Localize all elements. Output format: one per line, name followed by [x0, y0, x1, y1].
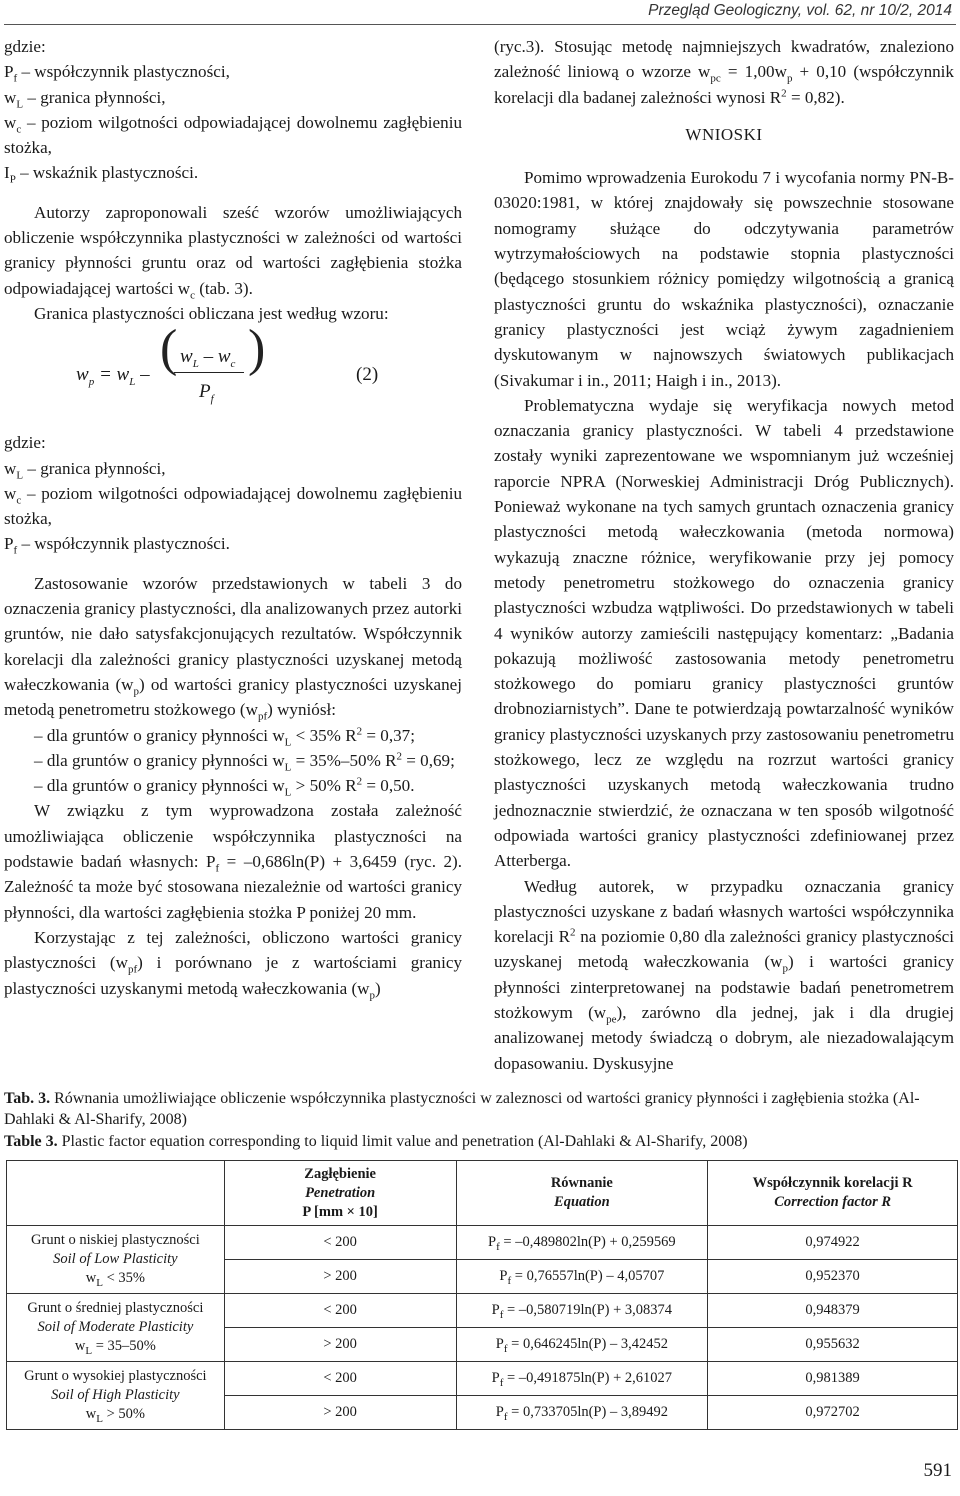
- correlation-cell: 0,972702: [708, 1396, 958, 1430]
- definition-item: $w_c$ – poziom wilgotności odpowiadającej dowolnemu zagłębieniu stożka,: [4, 112, 462, 158]
- paragraph: Autorzy zaproponowali sześć wzorów umożliwiających obliczenie współczynnika plastyczności w zależności od wartości granicy płynności gruntu oraz od wartości zagłębienia stożka odpowiadającej wartości $w_c$ (tab. 3).: [4, 202, 462, 302]
- left-paren: (: [160, 320, 178, 378]
- paragraph: Problematyczna wydaje się weryfikacja nowych metod oznaczania granicy plastyczności. W tabeli 4 przedstawione zostały wyniki zaprezentowane we wspomnianym już wcześniej raporcie NPRA (Norweskiej Administracji Dróg Publicznych). Ponieważ wykonane na tych samych gruntach oznaczenia granicy plastyczności metodą wałeczkowania (metoda normowa) wykazują znaczne różnice, weryfikowanie przy jej pomocy metody penetrometru stożkowego do oznaczenia granicy plastyczności wzbudza wątpliwości. Do przedstawionych w tabeli 4 wyników autorzy zamieścili następujący komentarz: „Badania pokazują możliwość zastosowania metody penetrometru stożkowego do pomiaru granicy plastyczności gruntów drobnoziarnistych”. Dane te potwierdzają powtarzalność wyników granicy plastyczności uzyskanych przy zastosowaniu penetrometru stożkowego, lecz ze względu na rozrzut wartości granicy plastyczności uzyskanych metodą wałeczkowania trudno jednoznacznie stwierdzić, że oznaczana w ten sposób wilgotność odpowiada wartości granicy plastyczności zdefiniowanej przez Atterberga.: [494, 395, 954, 871]
- definition-item: $w_L$ – granica płynności,: [4, 458, 166, 481]
- header-rule: [4, 24, 956, 25]
- header-equation: Równanie Equation: [456, 1161, 708, 1226]
- bullet-item: – dla gruntów o granicy płynności $w_L < 35\%$ $R^2 = 0,37$;: [34, 724, 415, 748]
- section-heading: WNIOSKI: [685, 124, 763, 144]
- paragraph: Korzystając z tej zależności, obliczono wartości granicy plastyczności $(w_{pf})$ i porównano je z wartościami granicy plastyczności uzyskanymi metodą wałeczkowania $(w_p)$: [4, 927, 462, 1001]
- header-cell-empty: [7, 1161, 225, 1226]
- right-paren: ): [248, 320, 266, 378]
- definition-item: $I_P$ – wskaźnik plastyczności.: [4, 163, 199, 186]
- definition-item: $w_L$ – granica płynności,: [4, 87, 166, 110]
- table-caption-en: Table 3. Plastic factor equation corresponding to liquid limit value and penetration (Al-Dahlaki & Al-Sharify, 2008): [4, 1133, 748, 1150]
- table-row: [7, 1226, 958, 1260]
- table-caption-pl: Tab. 3. Równania umożliwiające obliczenie współczynnika plastyczności w zaleznosci od wartości granicy płynności i zagłębienia stożka (Al-Dahlaki & Al-Sharify, 2008): [4, 1090, 920, 1128]
- paragraph: Według autorek, w przypadku oznaczania granicy plastyczności uzyskane z badań własnych wartości współczynnika korelacji $R^2$ na poziomie 0,80 dla zależności granicy plastyczności uzyskanej metodą wałeczkowania $(w_p)$ i wartości granicy płynności zinterpretowanej na podstawie badań penetrometrem stożkowym $(w_{pe})$, zarówno dla jednej, jak i dla drugiej analizowanej metody świadczą o dobrym, ale niezadowalającym dopasowaniu. Dyskusyjne: [494, 876, 954, 1073]
- equation-number: (2): [356, 364, 379, 386]
- paragraph: Granica plastyczności obliczana jest według wzoru:: [34, 303, 389, 323]
- where-label: gdzie:: [4, 37, 46, 56]
- formula-lhs: $w_p = w_L$ –: [76, 364, 150, 389]
- paragraph: Zastosowanie wzorów przedstawionych w tabeli 3 do oznaczenia granicy plastyczności, dla analizowanych przez autorki gruntów, nie dało satysfakcjonujących rezultatów. Współczynnik korelacji dla zależności granicy plastyczności uzyskanej metodą wałeczkowania $(w_p)$ od wartości granicy plastyczności uzyskanej metodą penetrometru stożkowego $(w_{pf})$ wyniósł:: [4, 573, 462, 723]
- equation-cell: $P_f = -0,491875\ln(P) + 2,61027$: [456, 1362, 708, 1396]
- paragraph: Pomimo wprowadzenia Eurokodu 7 i wycofania normy PN-B-03020:1981, w której znajdowały się powszechnie stosowane nomogramy służące do odczytywania parametrów wytrzymałościowych na podstawie stopnia plastyczności (będącego stosunkiem różnicy pomiędzy wilgotnością a granicą plastyczności gruntu do wskaźnika plastyczności), oznaczanie granicy plastyczności jest wciąż żywym zagadnieniem dyskutowanym w najnowszych światowych publikacjach (Sivakumar i in., 2011; Haigh i in., 2013).: [494, 168, 954, 390]
- table-header-row: [7, 1161, 958, 1226]
- penetration-cell: < 200: [224, 1362, 456, 1396]
- definition-item: $w_c$ – poziom wilgotności odpowiadającej dowolnemu zagłębieniu stożka,: [4, 483, 462, 529]
- correlation-cell: 0,955632: [708, 1328, 958, 1362]
- formula-numerator: $w_L - w_c$: [180, 346, 236, 371]
- left-column: [4, 34, 462, 1001]
- equation-cell: $P_f = -0,489802\ln(P) + 0,259569$: [456, 1226, 708, 1260]
- journal-header: Przegląd Geologiczny, vol. 62, nr 10/2, 2014: [648, 2, 952, 19]
- correlation-cell: 0,974922: [708, 1226, 958, 1260]
- header-penetration: Zagłębienie Penetration P [mm × 10]: [224, 1161, 456, 1226]
- correlation-cell: 0,952370: [708, 1260, 958, 1294]
- fraction-bar: [174, 372, 244, 373]
- table-row: [7, 1362, 958, 1396]
- equation-cell: $P_f = -0,580719\ln(P) + 3,08374$: [456, 1294, 708, 1328]
- penetration-cell: < 200: [224, 1226, 456, 1260]
- bullet-item: – dla gruntów o granicy płynności $w_L = 35\%-50\%$ $R^2 = 0,69$;: [34, 750, 455, 774]
- soil-category-cell: Grunt o średniej plastyczności Soil of Moderate Plasticity $w_L = 35-50\%$: [7, 1294, 225, 1362]
- right-column: [494, 34, 954, 1076]
- paragraph: (ryc.3). Stosując metodę najmniejszych kwadratów, znaleziono zależność liniową o wzorze $w_{pc} = 1,00w_p + 0,10$ (współczynnik korelacji dla badanej zależności wynosi $R^2 = 0,82$).: [494, 37, 954, 107]
- correlation-cell: 0,948379: [708, 1294, 958, 1328]
- equation-cell: $P_f = 0,733705\ln(P) - 3,89492$: [456, 1396, 708, 1430]
- definition-item: $P_f$ – współczynnik plastyczności,: [4, 62, 230, 85]
- equation-cell: $P_f = 0,646245\ln(P) - 3,42452$: [456, 1328, 708, 1362]
- page-number: 591: [923, 1460, 952, 1481]
- soil-category-cell: Grunt o wysokiej plastyczności Soil of High Plasticity $w_L > 50\%$: [7, 1362, 225, 1430]
- penetration-cell: < 200: [224, 1294, 456, 1328]
- penetration-cell: > 200: [224, 1396, 456, 1430]
- equation-cell: $P_f = 0,76557\ln(P) - 4,05707$: [456, 1260, 708, 1294]
- paragraph: W związku z tym wyprowadzona została zależność umożliwiająca obliczenie współczynnika plastyczności na podstawie badań własnych: $P_f = -0,686\ln(P) + 3,6459$ (ryc. 2). Zależność ta może być stosowana niezależnie od wartości granicy płynności, dla wartości zagłębienia stożka P poniżej 20 mm.: [4, 801, 463, 922]
- table-3: [6, 1160, 958, 1430]
- correlation-cell: 0,981389: [708, 1362, 958, 1396]
- table-row: [7, 1294, 958, 1328]
- formula-denominator: $P_f$: [199, 381, 214, 406]
- where-label: gdzie:: [4, 433, 46, 453]
- formula-2: [4, 320, 462, 424]
- soil-category-cell: Grunt o niskiej plastyczności Soil of Low Plasticity $w_L < 35\%$: [7, 1226, 225, 1294]
- penetration-cell: > 200: [224, 1260, 456, 1294]
- definition-item: $P_f$ – współczynnik plastyczności.: [4, 534, 230, 557]
- penetration-cell: > 200: [224, 1328, 456, 1362]
- bullet-item: – dla gruntów o granicy płynności $w_L > 50\%$ $R^2 = 0,50$.: [34, 775, 415, 799]
- header-correlation: Współczynnik korelacji R Correction factor R: [708, 1161, 958, 1226]
